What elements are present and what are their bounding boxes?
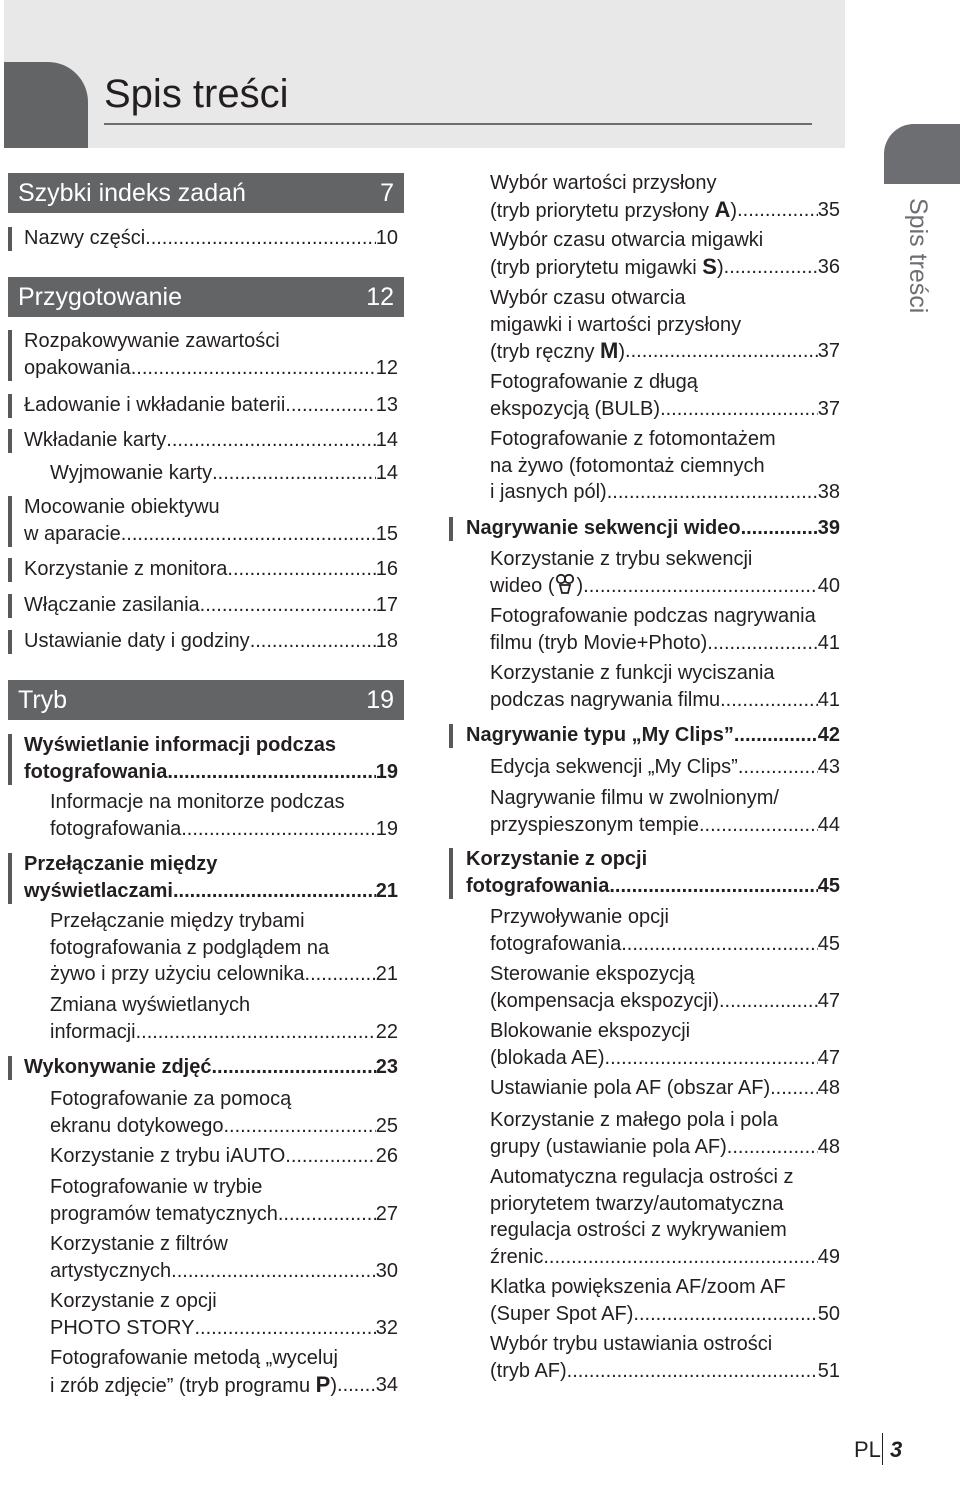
leader-dots	[770, 1075, 818, 1102]
entry-text: regulacja ostrości z wykrywaniem	[490, 1219, 787, 1241]
entry-bar	[8, 594, 12, 618]
entry-text: PHOTO STORY	[50, 1316, 195, 1339]
entry-text: Włączanie zasilania	[24, 594, 200, 616]
entry-text: Nagrywanie sekwencji wideo	[466, 517, 741, 539]
entry-bar	[8, 496, 12, 547]
toc-entry-sekwencje[interactable]	[466, 515, 840, 542]
entry-page: 13	[375, 394, 398, 416]
leader-dots	[727, 1134, 818, 1161]
entry-text: fotografowania	[50, 817, 182, 840]
toc-entry-wyciszanie[interactable]	[490, 660, 840, 713]
entry-text: Mocowanie obiektywu	[24, 496, 220, 518]
leader-dots	[741, 515, 818, 542]
entry-text: wyświetlaczami	[24, 879, 173, 902]
entry-text: Sterowanie ekspozycją	[490, 963, 695, 985]
toc-entry-opcje[interactable]	[466, 846, 840, 899]
entry-page: 39	[817, 517, 840, 539]
entry-page: 21	[375, 963, 398, 985]
entry-page: 23	[375, 1056, 398, 1078]
leader-dots	[181, 816, 376, 843]
entry-text: Wyjmowanie karty	[50, 462, 213, 484]
entry-page: 15	[375, 522, 398, 545]
mode-a-icon: A	[714, 196, 731, 222]
leader-dots	[200, 592, 376, 619]
mode-m-icon: M	[600, 338, 619, 363]
entry-page: 25	[375, 1114, 398, 1137]
leader-dots	[278, 1201, 376, 1228]
entry-page: 18	[375, 630, 398, 652]
leader-dots	[625, 338, 818, 366]
entry-bar	[8, 558, 12, 582]
entry-text: artystycznych	[50, 1259, 172, 1282]
leader-dots	[131, 355, 376, 382]
entry-bar	[449, 517, 453, 541]
entry-page: 17	[375, 594, 398, 616]
entry-text: Fotografowanie w trybie	[50, 1176, 263, 1198]
toc-entry-monitor[interactable]	[24, 556, 398, 583]
leader-dots	[250, 628, 376, 655]
leader-dots	[223, 1113, 375, 1140]
toc-entry-klatka-af[interactable]	[490, 1274, 840, 1327]
entry-text: fotografowania	[490, 932, 622, 955]
side-label: Spis treści	[904, 198, 932, 314]
entry-text: ekranu dotykowego	[50, 1114, 224, 1137]
leader-dots	[621, 931, 818, 958]
mode-s-icon: S	[702, 253, 717, 279]
entry-bar	[8, 853, 12, 904]
entry-page: 12	[375, 356, 398, 379]
entry-text: (kompensacja ekspozycji)	[490, 989, 719, 1012]
toc-entry-reczny[interactable]	[490, 285, 840, 366]
entry-text: Fotografowanie podczas nagrywania	[490, 605, 816, 627]
leader-dots	[660, 396, 818, 423]
toc-entry-wyswietlanie[interactable]	[24, 732, 398, 785]
toc-entry-zmiana[interactable]	[50, 992, 398, 1045]
mode-p-icon: P	[315, 1371, 331, 1397]
entry-text: Wybór trybu ustawiania ostrości	[490, 1333, 773, 1355]
entry-page: 51	[817, 1359, 840, 1382]
entry-page: 49	[817, 1245, 840, 1268]
entry-text: Klatka powiększenia AF/zoom AF	[490, 1276, 786, 1298]
entry-text: ekspozycją (BULB)	[490, 397, 661, 420]
entry-page: 14	[375, 462, 398, 484]
toc-entry-przelaczanie[interactable]	[24, 851, 398, 904]
toc-entry-pole-af[interactable]	[490, 1075, 840, 1102]
toc-entry-nazwy[interactable]	[24, 225, 398, 252]
leader-dots	[285, 392, 375, 419]
entry-text: fotografowania z podglądem na	[50, 936, 330, 959]
entry-page: 16	[375, 558, 398, 580]
leader-dots	[194, 1315, 375, 1342]
entry-text: (tryb AF)	[490, 1359, 567, 1382]
entry-bar	[449, 848, 453, 899]
leader-dots	[337, 1372, 376, 1400]
leader-dots	[699, 812, 818, 839]
toc-entry-migawka[interactable]	[490, 227, 840, 281]
toc-entry-photo-story[interactable]	[50, 1288, 398, 1341]
entry-page: 35	[817, 198, 840, 221]
title-rule	[104, 123, 812, 125]
page-title: Spis treści	[104, 72, 289, 116]
leader-dots	[605, 1045, 818, 1072]
movie-sequence-icon	[554, 573, 576, 603]
entry-text: Wybór wartości przysłony	[490, 172, 717, 194]
toc-entry-rozpakowywanie[interactable]	[24, 328, 398, 381]
entry-text: Korzystanie z monitora	[24, 558, 228, 580]
entry-text: (tryb priorytetu przysłony	[490, 199, 715, 222]
entry-text: grupy (ustawianie pola AF)	[490, 1135, 727, 1158]
entry-text: )	[330, 1374, 338, 1397]
header-tab-decoration	[4, 62, 88, 148]
entry-page: 30	[375, 1259, 398, 1282]
entry-page: 21	[375, 879, 398, 902]
entry-page: 47	[817, 989, 840, 1012]
entry-text: Przełączanie między trybami	[50, 910, 305, 932]
leader-dots	[171, 1258, 376, 1285]
entry-text: Wybór czasu otwarcia	[490, 287, 686, 309]
entry-page: 42	[817, 724, 840, 746]
entry-text: Rozpakowywanie zawartości	[24, 330, 280, 352]
toc-entry-ladowanie[interactable]	[24, 392, 398, 419]
toc-entry-filtry[interactable]	[50, 1231, 398, 1284]
leader-dots	[607, 479, 818, 506]
toc-entry-wlaczanie[interactable]	[24, 592, 398, 619]
entry-text: żywo i przy użyciu celownika	[50, 963, 305, 985]
entry-page: 45	[817, 874, 840, 897]
leader-dots	[121, 521, 376, 548]
toc-entry-bulb[interactable]	[490, 369, 840, 422]
leader-dots	[211, 1054, 375, 1081]
leader-dots	[285, 1143, 375, 1170]
toc-entry-movie-photo[interactable]	[490, 603, 840, 656]
toc-entry-tryb-sekwencji[interactable]	[490, 546, 840, 602]
entry-text: Wykonywanie zdjęć	[24, 1056, 212, 1078]
entry-text: Nagrywanie filmu w zwolnionym/	[490, 787, 779, 809]
entry-page: 38	[817, 481, 840, 503]
entry-text: Ustawianie daty i godziny	[24, 630, 250, 652]
leader-dots	[734, 722, 818, 749]
entry-text: informacji	[50, 1020, 136, 1043]
toc-entry-male-pole[interactable]	[490, 1107, 840, 1160]
entry-text: fotografowania	[466, 874, 610, 897]
entry-text: Fotografowanie za pomocą	[50, 1088, 292, 1110]
entry-text: (blokada AE)	[490, 1046, 605, 1069]
entry-text: Przełączanie między	[24, 853, 218, 875]
section-przygotowanie[interactable]	[8, 277, 404, 317]
toc-entry-priorytet-twarzy[interactable]	[490, 1164, 840, 1270]
toc-entry-wyjmowanie-karty[interactable]	[50, 460, 398, 487]
section-tryb[interactable]	[8, 680, 404, 720]
leader-dots	[707, 630, 817, 657]
leader-dots	[173, 878, 376, 905]
leader-dots	[212, 460, 376, 487]
leader-dots	[738, 754, 818, 781]
entry-text: Wybór czasu otwarcia migawki	[490, 229, 764, 251]
section-name: Przygotowanie	[18, 283, 182, 311]
toc-entry-my-clips[interactable]	[466, 722, 840, 749]
entry-bar	[8, 227, 12, 251]
entry-page: 41	[817, 688, 840, 711]
entry-text: Wyświetlanie informacji podczas	[24, 734, 336, 756]
entry-bar	[8, 330, 12, 381]
entry-bar	[8, 394, 12, 418]
entry-page: 50	[817, 1302, 840, 1325]
section-name: Tryb	[18, 686, 68, 714]
footer-divider	[882, 1433, 883, 1465]
toc-entry-wkladanie-karty[interactable]	[24, 427, 398, 454]
entry-page: 41	[817, 631, 840, 654]
entry-text: Korzystanie z filtrów	[50, 1233, 228, 1255]
entry-bar	[449, 724, 453, 748]
entry-page: 44	[817, 813, 840, 836]
entry-text: Zmiana wyświetlanych	[50, 994, 251, 1016]
entry-text: Ładowanie i wkładanie baterii	[24, 394, 286, 416]
leader-dots	[633, 1301, 817, 1328]
leader-dots	[543, 1244, 817, 1271]
entry-text: Korzystanie z małego pola i pola	[490, 1109, 778, 1131]
entry-page: 48	[817, 1077, 840, 1099]
entry-text: i jasnych pól)	[490, 481, 607, 503]
entry-page: 14	[375, 429, 398, 451]
entry-text: Korzystanie z opcji	[466, 848, 648, 870]
leader-dots	[737, 197, 818, 225]
entry-text: Korzystanie z opcji	[50, 1290, 217, 1312]
entry-bar	[8, 630, 12, 654]
entry-page: 37	[817, 397, 840, 420]
entry-text: Automatyczna regulacja ostrości z	[490, 1166, 794, 1188]
entry-page: 47	[817, 1046, 840, 1069]
entry-text: migawki i wartości przysłony	[490, 313, 742, 336]
leader-dots	[166, 427, 375, 454]
leader-dots	[567, 1358, 818, 1385]
entry-text: źrenic	[490, 1245, 544, 1268]
section-page: 7	[380, 179, 394, 207]
footer-page-number: 3	[890, 1437, 903, 1462]
entry-text: (Super Spot AF)	[490, 1302, 634, 1325]
entry-text: )	[730, 199, 738, 222]
entry-text: wideo (	[490, 574, 555, 597]
entry-page: 37	[817, 340, 840, 362]
side-tab-decoration	[884, 124, 960, 184]
entry-text: )	[576, 574, 584, 597]
toc-entry-daty[interactable]	[24, 628, 398, 655]
toc-entry-dotykowy[interactable]	[50, 1086, 398, 1139]
entry-text: Przywoływanie opcji	[490, 906, 669, 928]
entry-text: Nagrywanie typu „My Clips”	[466, 724, 734, 746]
leader-dots	[167, 759, 375, 786]
toc-entry-tematyczne[interactable]	[50, 1174, 398, 1227]
entry-text: w aparacie	[24, 522, 121, 545]
toc-entry-mocowanie[interactable]	[24, 494, 398, 547]
entry-text: Fotografowanie z długą	[490, 371, 698, 393]
entry-text: Ustawianie pola AF (obszar AF)	[490, 1077, 771, 1099]
entry-text: Informacje na monitorze podczas	[50, 791, 345, 813]
entry-text: filmu (tryb Movie+Photo)	[490, 631, 708, 654]
entry-text: Fotografowanie z fotomontażem	[490, 428, 776, 450]
entry-text: priorytetem twarzy/automatyczna	[490, 1192, 784, 1215]
leader-dots	[583, 573, 818, 603]
leader-dots	[227, 556, 375, 583]
entry-text: programów tematycznych	[50, 1202, 278, 1225]
toc-entry-fotomontaz[interactable]	[490, 426, 840, 506]
footer-language: PL	[854, 1437, 881, 1462]
entry-text: i zrób zdjęcie” (tryb programu	[50, 1374, 316, 1397]
leader-dots	[719, 988, 818, 1015]
entry-page: 43	[817, 756, 840, 778]
entry-text: Korzystanie z funkcji wyciszania	[490, 662, 775, 684]
toc-entry-informacje[interactable]	[50, 789, 398, 842]
entry-page: 32	[375, 1316, 398, 1339]
toc-entry-edycja[interactable]	[490, 754, 840, 781]
leader-dots	[724, 254, 818, 282]
toc-entry-wykonywanie[interactable]	[24, 1054, 398, 1081]
toc-entry-wyceluj[interactable]	[50, 1345, 398, 1399]
entry-text: (tryb ręczny	[490, 341, 601, 363]
entry-text: Korzystanie z trybu sekwencji	[490, 548, 753, 570]
entry-text: Wkładanie karty	[24, 429, 167, 451]
toc-entry-sterowanie[interactable]	[490, 961, 840, 1014]
entry-page: 19	[375, 817, 398, 840]
entry-text: Fotografowanie metodą „wyceluj	[50, 1347, 338, 1369]
leader-dots	[720, 687, 818, 714]
leader-dots	[136, 1019, 376, 1046]
leader-dots	[609, 873, 817, 900]
entry-text: )	[716, 256, 724, 279]
toc-entry-przelaczanie-trybami[interactable]	[50, 908, 398, 988]
entry-text: przyspieszonym tempie	[490, 813, 699, 836]
entry-text: na żywo (fotomontaż ciemnych	[490, 454, 765, 477]
entry-page: 34	[375, 1373, 398, 1396]
section-page: 12	[366, 283, 394, 311]
entry-text: )	[618, 341, 626, 363]
section-page: 19	[366, 686, 394, 714]
entry-page: 40	[817, 574, 840, 597]
entry-text: Blokowanie ekspozycji	[490, 1020, 691, 1042]
entry-bar	[8, 734, 12, 785]
entry-page: 22	[375, 1020, 398, 1043]
toc-entry-zwolnionym[interactable]	[490, 785, 840, 838]
entry-text: podczas nagrywania filmu	[490, 688, 721, 711]
entry-page: 45	[817, 932, 840, 955]
entry-text: opakowania	[24, 356, 131, 379]
entry-text: Nazwy części	[24, 227, 146, 249]
section-name: Szybki indeks zadań	[18, 179, 246, 207]
entry-page: 27	[375, 1202, 398, 1225]
entry-bar	[8, 429, 12, 453]
leader-dots	[145, 225, 376, 252]
entry-page: 48	[817, 1135, 840, 1158]
entry-text: Korzystanie z trybu iAUTO	[50, 1145, 286, 1167]
toc-entry-blokowanie[interactable]	[490, 1018, 840, 1071]
entry-text: Edycja sekwencji „My Clips”	[490, 756, 738, 778]
entry-page: 26	[375, 1145, 398, 1167]
entry-bar	[8, 1056, 12, 1080]
toc-entry-iauto[interactable]	[50, 1143, 398, 1170]
entry-page: 19	[375, 760, 398, 783]
toc-entry-przyslona[interactable]	[490, 170, 840, 224]
section-szybki-indeks[interactable]	[8, 173, 404, 213]
entry-page: 36	[817, 255, 840, 278]
toc-entry-przywolywanie[interactable]	[490, 904, 840, 957]
toc-entry-tryb-af[interactable]	[490, 1331, 840, 1384]
leader-dots	[305, 961, 376, 988]
entry-page: 10	[375, 227, 398, 249]
entry-text: fotografowania	[24, 760, 168, 783]
entry-text: (tryb priorytetu migawki	[490, 256, 703, 279]
